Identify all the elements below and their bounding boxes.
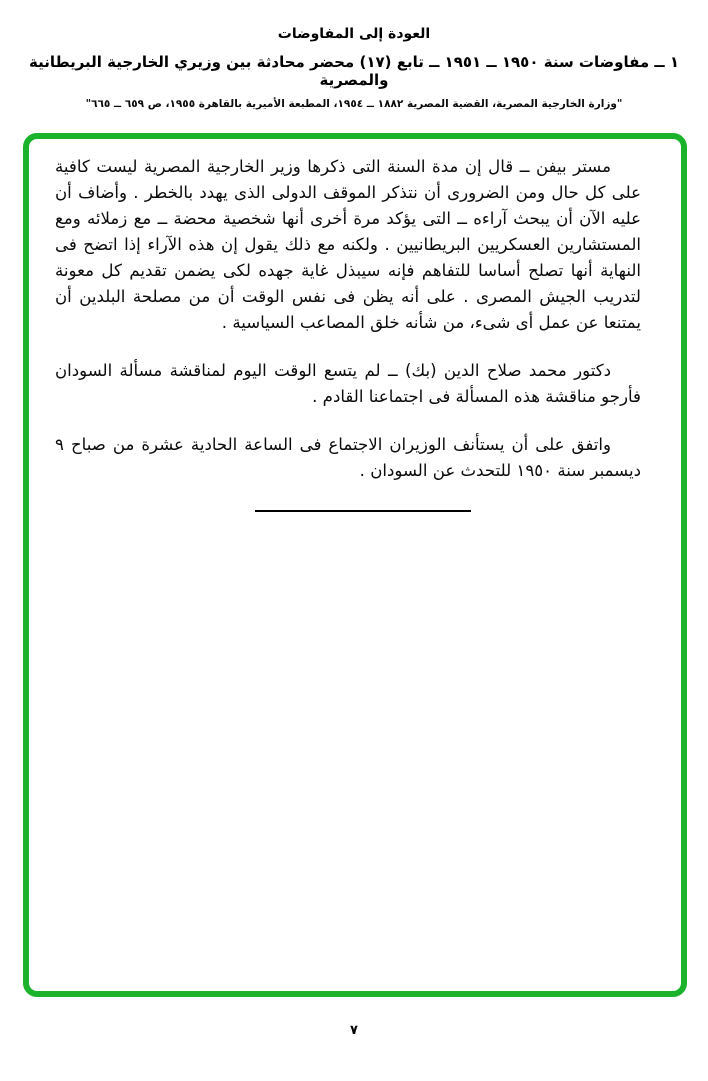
body-paragraph: واتفق على أن يستأنف الوزيران الاجتماع فى الساعة الحادية عشرة من صباح ٩ ديسمبر سنة ١٩٥٠ للتحدث عن السودان .: [55, 435, 641, 480]
body-paragraph: دكتور محمد صلاح الدين (بك) ــ لم يتسع الوقت اليوم لمناقشة مسألة السودان فأرجو مناقشة هذه المسألة فى اجتماعنا القادم .: [55, 361, 641, 406]
page-number: ٧: [350, 1023, 358, 1038]
document-heading: ١ ــ مفاوضات سنة ١٩٥٠ ــ ١٩٥١ ــ تابع (١٧) محضر محادثة بين وزيري الخارجية البريطانية والمصرية: [28, 53, 680, 89]
end-divider: [255, 510, 471, 512]
document-header: [0, 26, 708, 110]
body-paragraph: مستر بيفن ــ قال إن مدة السنة التى ذكرها وزير الخارجية المصرية ليست كافية على كل حال ومن الضرورى أن نتذكر الموقف الدولى الذى يهدد بالخطر . وأضاف أن عليه الآن أن يبحث آراءه ــ التى يؤكد مرة أخرى أنها شخصية محضة ــ مع زملائه ومع المستشارين العسكريين البريطانيين . ولكنه مع ذلك يقول إن هذه الآراء إذا اتضح فى النهاية أنها تصلح أساسا للتفاهم فإنه سيبذل غاية جهده لكى يضمن تقديم كل معونة لتدريب الجيش المصرى . على أنه يظن فى نفس الوقت أن من مصلحة البلدين أن يمتنعا عن عمل أى شىء، من شأنه خلق المصاعب السياسية .: [55, 157, 641, 332]
section-title: العودة إلى المفاوضات: [277, 26, 431, 42]
green-frame: [23, 133, 687, 997]
scanned-text-block: [29, 139, 681, 512]
source-citation: "وزارة الخارجية المصرية، القضية المصرية ١٨٨٢ ــ ١٩٥٤، المطبعة الأميرية بالقاهرة ١٩٥٥، ص ٦٥٩ ــ ٦٦٥": [85, 98, 623, 110]
